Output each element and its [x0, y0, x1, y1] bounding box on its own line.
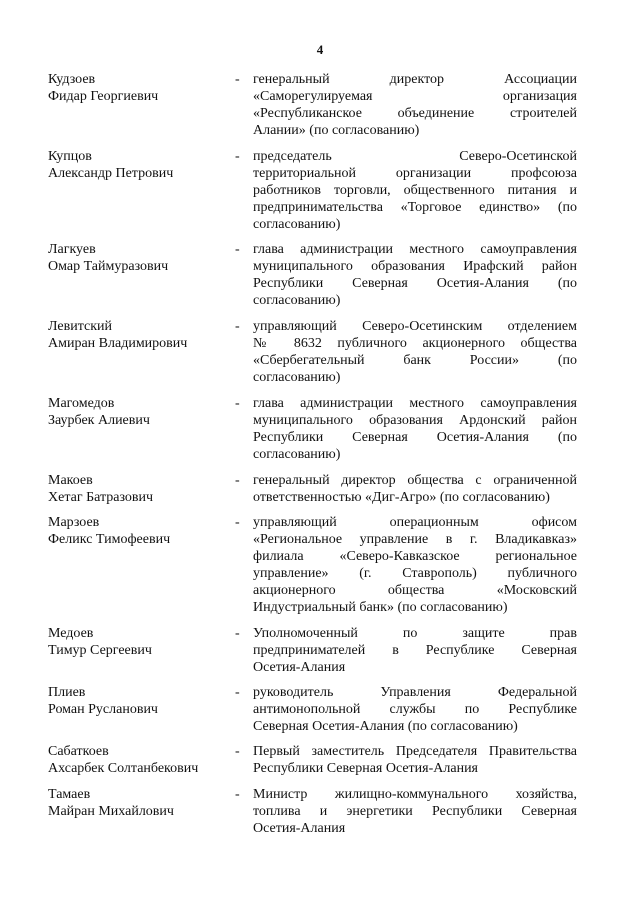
member-given-names: Роман Русланович	[48, 702, 158, 717]
position-line: глава администрации местного самоуправления	[253, 396, 577, 411]
position-line: Алании» (по согласованию)	[253, 123, 420, 138]
separator-dash: -	[235, 685, 240, 700]
position-line: Уполномоченный по защите прав	[253, 626, 577, 641]
member-name	[48, 71, 233, 105]
separator-dash: -	[235, 396, 240, 411]
position-line: согласованию)	[253, 370, 341, 385]
member-surname: Медоев	[48, 626, 94, 641]
position-line: Северная Осетия-Алания (по согласованию)	[253, 719, 518, 734]
position-line: генеральный директор общества с ограниченной	[253, 473, 577, 488]
member-surname: Магомедов	[48, 396, 115, 411]
member-position	[253, 743, 577, 777]
separator-dash: -	[235, 72, 240, 87]
position-line: «Сбербегательный банк России» (по	[253, 353, 577, 368]
member-surname: Кудзоев	[48, 72, 96, 87]
position-line: Индустриальный банк» (по согласованию)	[253, 600, 508, 615]
member-name	[48, 395, 233, 429]
position-line: Республики Северная Осетия-Алания (по	[253, 276, 577, 291]
position-line: акционерного общества «Московский	[253, 583, 577, 598]
position-line: управление» (г. Ставрополь) публичного	[253, 566, 577, 581]
separator-dash: -	[235, 242, 240, 257]
position-line: Осетия-Алания	[253, 660, 346, 675]
member-given-names: Амиран Владимирович	[48, 336, 188, 351]
position-line: руководитель Управления Федеральной	[253, 685, 577, 700]
separator-dash: -	[235, 149, 240, 164]
member-name	[48, 684, 233, 718]
position-line: согласованию)	[253, 447, 341, 462]
member-position	[253, 395, 577, 463]
separator-dash: -	[235, 473, 240, 488]
member-position	[253, 786, 577, 837]
member-given-names: Феликс Тимофеевич	[48, 532, 171, 547]
member-name	[48, 625, 233, 659]
position-line: управляющий операционным офисом	[253, 515, 577, 530]
member-position	[253, 625, 577, 676]
member-name	[48, 743, 233, 777]
position-line: Республики Северная Осетия-Алания (по	[253, 430, 577, 445]
member-surname: Лагкуев	[48, 242, 96, 257]
position-line: муниципального образования Ардонский район	[253, 413, 577, 428]
member-surname: Левитский	[48, 319, 113, 334]
member-surname: Тамаев	[48, 787, 91, 802]
member-name	[48, 318, 233, 352]
position-line: Республики Северная Осетия-Алания	[253, 761, 478, 776]
position-line: муниципального образования Ирафский район	[253, 259, 577, 274]
separator-dash: -	[235, 787, 240, 802]
page-number: 4	[316, 42, 324, 57]
position-line: генеральный директор Ассоциации	[253, 72, 577, 87]
position-line: Первый заместитель Председателя Правительства	[253, 744, 577, 759]
position-line: согласованию)	[253, 217, 341, 232]
member-position	[253, 318, 577, 386]
position-line: предпринимательства «Торговое единство» (по	[253, 200, 577, 215]
member-surname: Купцов	[48, 149, 92, 164]
position-line: территориальной организации профсоюза	[253, 166, 577, 181]
position-line: «Саморегулируемая организация	[253, 89, 577, 104]
member-surname: Марзоев	[48, 515, 100, 530]
separator-dash: -	[235, 626, 240, 641]
position-line: председатель Северо-Осетинской	[253, 149, 577, 164]
separator-dash: -	[235, 744, 240, 759]
member-given-names: Хетаг Батразович	[48, 490, 154, 505]
member-position	[253, 472, 577, 506]
member-name	[48, 514, 233, 548]
member-position	[253, 514, 577, 616]
member-name	[48, 472, 233, 506]
member-surname: Сабаткоев	[48, 744, 109, 759]
position-line: топлива и энергетики Республики Северная	[253, 804, 577, 819]
position-line: Министр жилищно-коммунального хозяйства,	[253, 787, 577, 802]
member-given-names: Заурбек Алиевич	[48, 413, 150, 428]
position-line: «Региональное управление в г. Владикавказ»	[253, 532, 577, 547]
member-given-names: Омар Таймуразович	[48, 259, 169, 274]
member-name	[48, 148, 233, 182]
member-name	[48, 241, 233, 275]
position-line: согласованию)	[253, 293, 341, 308]
position-line: глава администрации местного самоуправления	[253, 242, 577, 257]
member-given-names: Майран Михайлович	[48, 804, 174, 819]
member-position	[253, 241, 577, 309]
member-position	[253, 148, 577, 233]
position-line: антимонопольной службы по Республике	[253, 702, 577, 717]
member-given-names: Тимур Сергеевич	[48, 643, 152, 658]
position-line: ответственностью «Диг-Агро» (по согласованию)	[253, 490, 550, 505]
member-position	[253, 71, 577, 139]
position-line: Осетия-Алания	[253, 821, 346, 836]
position-line: предпринимателей в Республике Северная	[253, 643, 577, 658]
position-line: № 8632 публичного акционерного общества	[253, 336, 577, 351]
separator-dash: -	[235, 515, 240, 530]
member-given-names: Фидар Георгиевич	[48, 89, 159, 104]
position-line: работников торговли, общественного питания и	[253, 183, 577, 198]
position-line: филиала «Северо-Кавказское региональное	[253, 549, 577, 564]
position-line: управляющий Северо-Осетинским отделением	[253, 319, 577, 334]
member-given-names: Александр Петрович	[48, 166, 174, 181]
member-surname: Макоев	[48, 473, 93, 488]
separator-dash: -	[235, 319, 240, 334]
position-line: «Республиканское объединение строителей	[253, 106, 577, 121]
member-given-names: Ахсарбек Солтанбекович	[48, 761, 199, 776]
member-position	[253, 684, 577, 735]
member-surname: Плиев	[48, 685, 86, 700]
member-name	[48, 786, 233, 820]
